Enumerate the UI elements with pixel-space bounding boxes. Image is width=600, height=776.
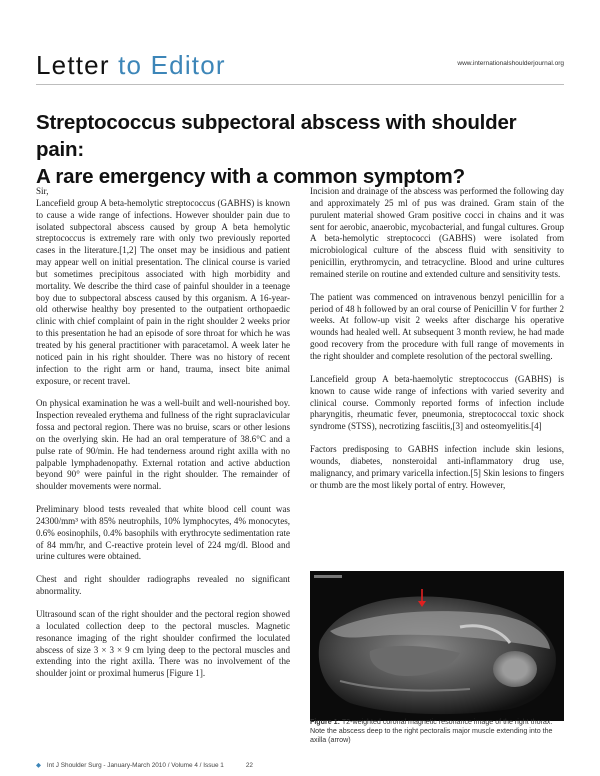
article-title	[36, 109, 564, 190]
paragraph-examination: On physical examination he was a well-built and well-nourished boy. Inspection revealed erythema and fullness of the right supraclavicular fossa and pectoral region. There was no bruise, scars or other lesions on the overlying skin. He had an oral temperature of 38.6°C and a pulse rate of 90/min. He had tenderness around right axilla with no palpable lymphadenopathy. External rotation and active abduction beyond 90° were painful in the right shoulder. The remainder of shoulder movements were normal.	[36, 398, 290, 492]
salutation: Sir,	[36, 186, 49, 196]
mri-figure-image	[310, 571, 564, 721]
left-column	[36, 186, 290, 691]
paragraph-intro: Lancefield group A beta-hemolytic streptococcus (GABHS) is known to cause a wide range of infections. However shoulder pain due to isolated subpectoral abscess caused by group A beta hemolytic streptococcus is extremely rare with only two previously reported cases in the literature.[1,2] The onset may be insidious and patient may appear well on initial presentation. The clinical course is varied but sometimes precipitous associated with high morbidity and mortality. We describe the third case of painful shoulder in a teenage boy due to subpectoral abscess caused by this organism. A 16-year-old otherwise healthy boy presented to the outpatient orthopaedic clinic with chief complaint of pain in the right shoulder 2 weeks prior to this presentation he had an episode of sore throat for which he was treated by his general practitioner with paracetamol. A week later he noticed pain in his right shoulder. There was no history of recent infection to the right arm or hand, trauma, insect bite animal exposure, or recent travel.	[36, 197, 290, 386]
mri-scan-graphic	[310, 571, 564, 721]
paragraph-gabhs: Lancefield group A beta-haemolytic streptococcus (GABHS) is known to cause wide range of infections with varied severity and clinical course. Commonly reported forms of infection include pharyngitis, rheumatic fever, pneumonia, streptococcal toxic shock syndrome (STSS), necrotizing fasciitis,[3] and osteomyelitis.[4]	[310, 373, 564, 432]
section-title	[36, 50, 226, 81]
footer-journal-info: Int J Shoulder Surg - January-March 2010 / Volume 4 / Issue 1	[46, 762, 224, 769]
section-title-main: Letter	[36, 50, 110, 80]
journal-url[interactable]: www.internationalshoulderjournal.org	[457, 60, 564, 67]
page-footer	[36, 761, 336, 769]
section-title-accent: to Editor	[118, 50, 226, 80]
right-column	[310, 186, 564, 502]
footer-bullet-icon: ◆	[36, 762, 41, 769]
paragraph-factors: Factors predisposing to GABHS infection include skin lesions, wounds, diabetes, nonsteroidal anti-inflammatory drug use, malignancy, and primary varicella infection.[5] Skin lesions to fingers or thumb are the most likely portal of entry. However,	[310, 444, 564, 490]
figure-caption-text: T2-weighted coronal magnetic resonance image of the right thorax. Note the abscess deep to the right pectoralis major muscle extending into the axilla (arrow)	[310, 718, 553, 745]
paragraph-drainage: Incision and drainage of the abscess was performed the following day and approximately 25 ml of pus was drained. Gram stain of the purulent material showed Gram positive cocci in chains and it was sent for aerobic, anaerobic, mycobacterial, and fungal cultures. Group A beta-hemolytic streptococci (GABHS) were isolated from microbiological culture of the abscess fluid with sensitivity to penicillin, erythromycin, and tetracycline. Blood and urine cultures remained sterile on routine and extended culture and sensitivity tests.	[310, 186, 564, 279]
footer-page-number: 22	[245, 762, 253, 769]
figure-caption-label: Figure 1:	[310, 718, 340, 726]
header-divider	[36, 84, 564, 85]
article-title-line-1: Streptococcus subpectoral abscess with shoulder pain:	[36, 111, 517, 161]
figure-caption	[310, 718, 564, 746]
paragraph-radiographs: Chest and right shoulder radiographs revealed no significant abnormality.	[36, 574, 290, 597]
paragraph-treatment: The patient was commenced on intravenous benzyl penicillin for a period of 48 h followed by an oral course of Penicillin V for further 2 weeks. At follow-up visit 2 weeks after discharge his operative wounds had healed well. At subsequent 3 month review, he had made good recovery from the procedure with full range of movements in the right shoulder and complete resolution of the pectoral swelling.	[310, 291, 564, 361]
paragraph-blood-tests: Preliminary blood tests revealed that white blood cell count was 24300/mm³ with 85% neutrophils, 10% lymphocytes, 4% monocytes, 0.6% eosinophils, 0.4% basophils with erythrocyte sedimentation rate of 84 mm/hr, and C-reactive protein level of 224 mg/dl. Blood and urine cultures were obtained.	[36, 504, 290, 562]
paragraph-ultrasound: Ultrasound scan of the right shoulder and the pectoral region showed a loculated collection deep to the pectoral muscles. Magnetic resonance imaging of the right shoulder confirmed the loculated abscess of size 3 × 3 × 9 cm lying deep to the pectoral muscles and extending into the right axilla. There was no involvement of the shoulder joint or proximal humerus [Figure 1].	[36, 609, 290, 679]
article-title-line-2: A rare emergency with a common symptom?	[36, 165, 465, 188]
